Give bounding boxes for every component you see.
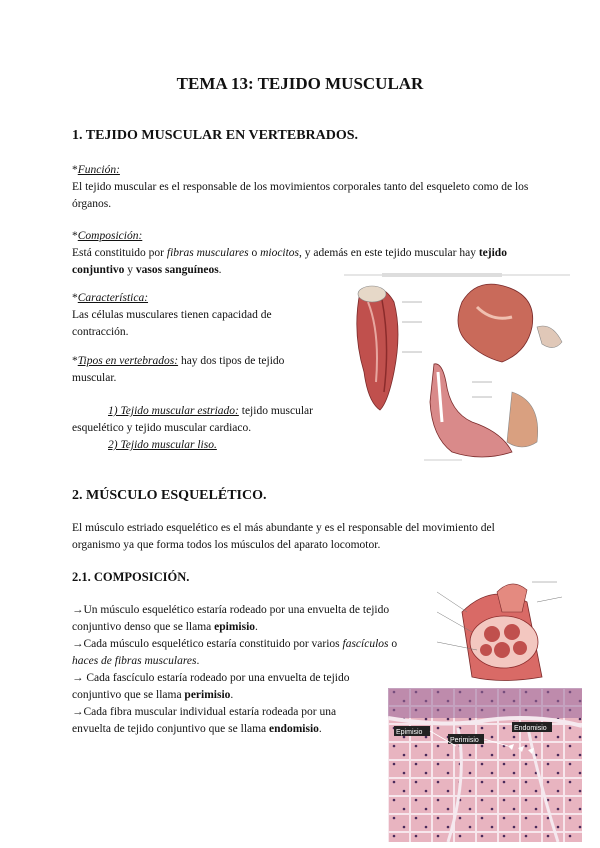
composicion-text: Está constituido por fibras musculares o miocitos, y además en este tejido muscular hay tejido conjuntivo y vasos sanguíneos. [72, 247, 507, 276]
endomisio-label: Endomisio [514, 725, 547, 732]
tipo-1-text: tejido muscular esquelético y tejido muscular cardiaco. [72, 405, 313, 434]
tipos-paragraph: *Tipos en vertebrados: hay dos tipos de tejido muscular. [72, 355, 285, 384]
muscle-micrograph [388, 688, 582, 842]
composition-bullets-1 [72, 602, 412, 670]
caracteristica-paragraph: *Característica: Las células musculares tienen capacidad de contracción. [72, 290, 294, 341]
composicion-label: Composición: [77, 230, 143, 242]
page-title: TEMA 13: TEJIDO MUSCULAR [176, 74, 424, 93]
section-1-heading: 1. TEJIDO MUSCULAR EN VERTEBRADOS. [72, 128, 359, 143]
caracteristica-text: Las células musculares tienen capacidad de contracción. [72, 309, 272, 338]
composition-bullets-2 [72, 670, 372, 738]
tipo-1-label: 1) Tejido muscular estriado: [108, 405, 239, 417]
subsection-2-1-heading: 2.1. COMPOSICIÓN. [72, 570, 190, 584]
epimisio-label: Epimisio [396, 729, 423, 736]
caracteristica-label: Característica: [77, 292, 149, 304]
section-2-intro: El músculo estriado esquelético es el más abundante y es el responsable del movimiento del organismo ya que forma todos los músculos del aparato locomotor. [72, 522, 495, 551]
tipo-2-label: 2) Tejido muscular liso. [108, 439, 217, 451]
perimisio-label: Perimisio [450, 737, 479, 744]
bullet-perimisio: → Cada fascículo estaría rodeado por una envuelta de tejido conjuntivo que se llama perimisio. [72, 672, 350, 701]
bullet-fasciculos: →Cada músculo esquelético estaría constituido por varios fascículos o haces de fibras musculares. [72, 638, 398, 667]
tipos-label: Tipos en vertebrados: [77, 355, 179, 367]
funcion-text: El tejido muscular es el responsable de los movimientos corporales tanto del esqueleto como de los órganos. [72, 181, 529, 210]
section-2-heading: 2. MÚSCULO ESQUELÉTICO. [72, 488, 267, 503]
tipos-list [72, 403, 334, 454]
anatomy-figure [342, 272, 572, 464]
bullet-epimisio: →Un músculo esquelético estaría rodeado por una envuelta de tejido conjuntivo denso que se llama epimisio. [72, 604, 390, 633]
muscle-structure-figure [432, 572, 572, 684]
funcion-paragraph: *Función: El tejido muscular es el responsable de los movimientos corporales tanto del esqueleto como de los órganos. [72, 162, 532, 213]
tipos-text: hay dos tipos de tejido muscular. [72, 355, 285, 384]
bullet-endomisio: →Cada fibra muscular individual estaría rodeada por una envuelta de tejido conjuntivo que se llama endomisio. [72, 706, 337, 735]
composicion-paragraph: *Composición: Está constituido por fibras musculares o miocitos, y además en este tejido muscular hay tejido conjuntivo y vasos sanguíneos. [72, 228, 532, 279]
funcion-label: Función: [77, 164, 120, 176]
